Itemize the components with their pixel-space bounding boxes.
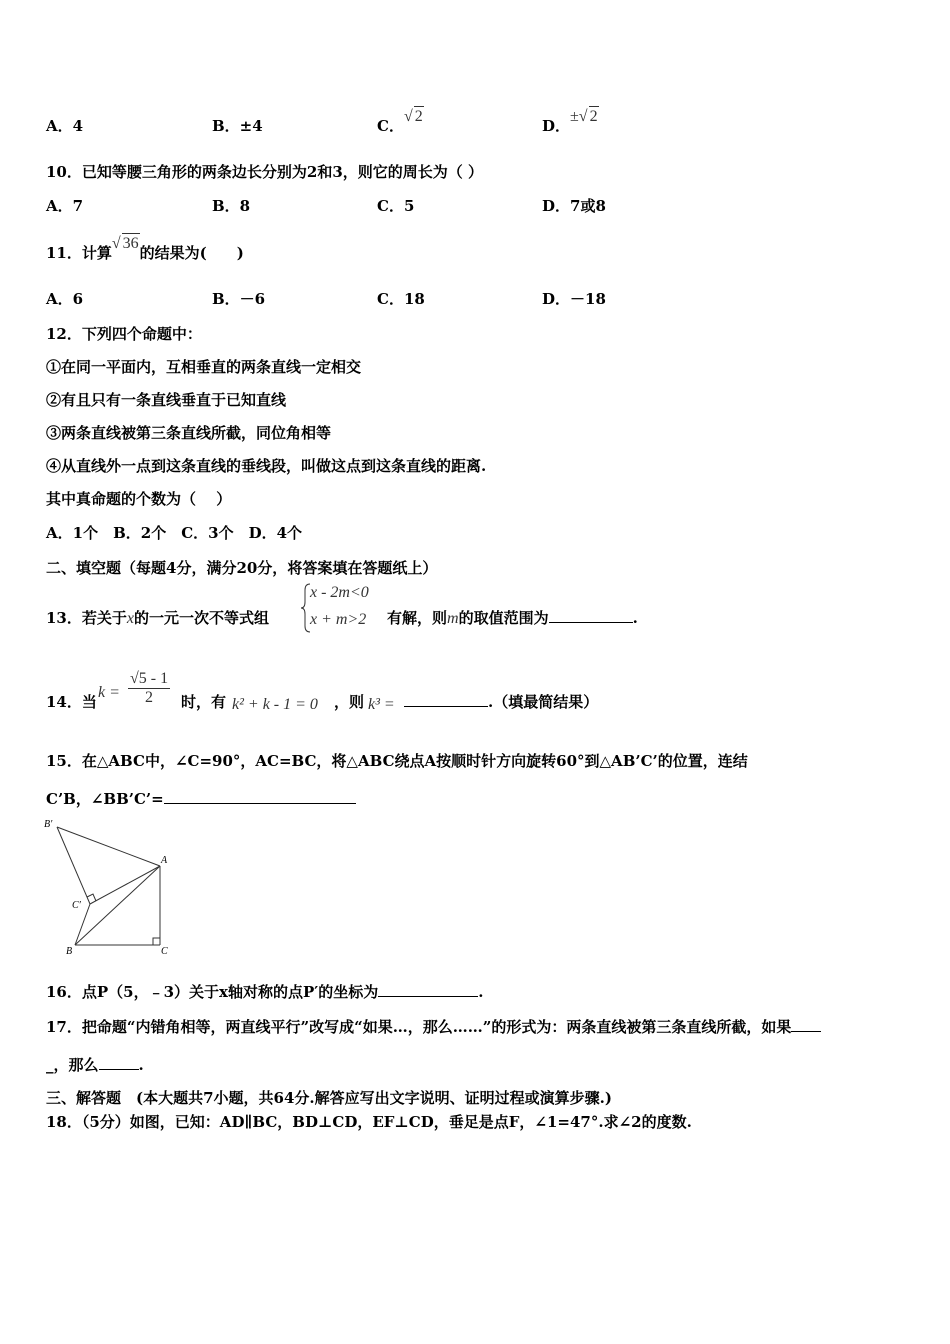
q17-answer-blank-2[interactable]	[99, 1055, 139, 1070]
q9-option-d: D．±√ 2	[542, 108, 598, 135]
q13-inequality-system	[300, 582, 390, 634]
q10-stem: 10．已知等腰三角形的两条边长分别为2和3，则它的周长为（ ）	[46, 163, 483, 181]
q16-answer-blank[interactable]	[378, 982, 478, 997]
q10-option-c: C．5	[377, 197, 415, 215]
q11-option-b: B．－6	[212, 290, 266, 308]
section-fill-in-heading: 二、填空题（每题4分，满分20分，将答案填在答题纸上）	[46, 559, 438, 577]
label-c: C	[161, 946, 168, 957]
segment-a-b	[75, 866, 160, 945]
q14-label: 14．当	[46, 693, 97, 711]
q9-option-a: A．4	[46, 117, 84, 135]
q13-stem-tail: 有解，则m的取值范围为 .	[387, 609, 638, 627]
q16-stem: 16．点P（5，﹣3）关于x轴对称的点P′的坐标为 .	[46, 983, 484, 1001]
label-b: B	[66, 946, 73, 957]
q18-stem: 18．（5分）如图，已知：AD∥BC，BD⊥CD，EF⊥CD，垂足是点F，∠1=47°.求∠2的度数.	[46, 1113, 692, 1131]
q12-statement-3: ③两条直线被第三条直线所截，同位角相等	[46, 424, 332, 442]
q14-then: ，则	[334, 693, 365, 711]
q14-answer-tail: .（填最简结果）	[404, 692, 598, 712]
q12-statement-4: ④从直线外一点到这条直线的垂线段，叫做这点到这条直线的距离.	[46, 457, 487, 475]
q14-answer-blank[interactable]	[404, 692, 488, 707]
q11-option-a: A．6	[46, 290, 84, 308]
label-b-prime: B′	[44, 819, 53, 830]
q11-stem: 11．计算√ 36的结果为( )	[46, 235, 244, 262]
q17-answer-blank-1[interactable]	[791, 1017, 821, 1032]
q13-inequality-2: x + m>2	[310, 611, 367, 628]
q11-option-d: D．－18	[542, 290, 606, 308]
q13-stem: 13．若关于x的一元一次不等式组	[46, 609, 269, 627]
q13-inequality-1: x - 2m<0	[310, 584, 369, 601]
q15-stem: 15．在△ABC中，∠C=90°，AC=BC，将△ABC绕点A按顺时针方向旋转60°到△AB’C’的位置，连结	[46, 752, 748, 770]
q9-option-b: B．±4	[212, 117, 263, 135]
q14-mid: 时，有	[181, 693, 227, 711]
q15-triangle-figure	[40, 815, 180, 960]
q14-fraction: $\frac{√5 - 1}{2}$	[130, 670, 169, 706]
q12-question: 其中真命题的个数为（ ）	[46, 490, 232, 508]
q11-option-c: C．18	[377, 290, 425, 308]
q12-statement-1: ①在同一平面内，互相垂直的两条直线一定相交	[46, 358, 362, 376]
q15-stem-2: C’B，∠BB’C’=	[46, 789, 356, 809]
segment-b-prime-c-prime	[57, 827, 90, 904]
q9-option-c: C．√ 2	[377, 108, 423, 135]
q12-statement-2: ②有且只有一条直线垂直于已知直线	[46, 391, 287, 409]
segment-b-prime-a	[57, 827, 160, 866]
right-angle-mark-c	[153, 938, 160, 945]
q10-option-b: B．8	[212, 197, 251, 215]
section-solutions-heading: 三、解答题 (本大题共7小题，共64分.解答应写出文字说明、证明过程或演算步骤.)	[46, 1089, 612, 1107]
label-c-prime: C′	[72, 900, 81, 911]
q10-option-d: D．7或8	[542, 197, 606, 215]
q13-answer-blank[interactable]	[549, 608, 633, 623]
label-a: A	[161, 855, 168, 866]
q14-equation: k² + k - 1 = 0	[232, 696, 318, 713]
q10-option-a: A．7	[46, 197, 84, 215]
q12-options: A．1个 B．2个 C．3个 D．4个	[46, 524, 303, 542]
q15-answer-blank[interactable]	[164, 789, 356, 804]
q14-k-eq: k =	[98, 684, 120, 701]
q17-stem: 17．把命题“内错角相等，两直线平行”改写成“如果…，那么……”的形式为：两条直线被第三条直线所截，如果	[46, 1017, 821, 1037]
q17-stem-2: _，那么 .	[46, 1056, 144, 1074]
q14-k-cubed: k³ =	[368, 696, 395, 713]
q12-stem: 12．下列四个命题中：	[46, 325, 202, 343]
